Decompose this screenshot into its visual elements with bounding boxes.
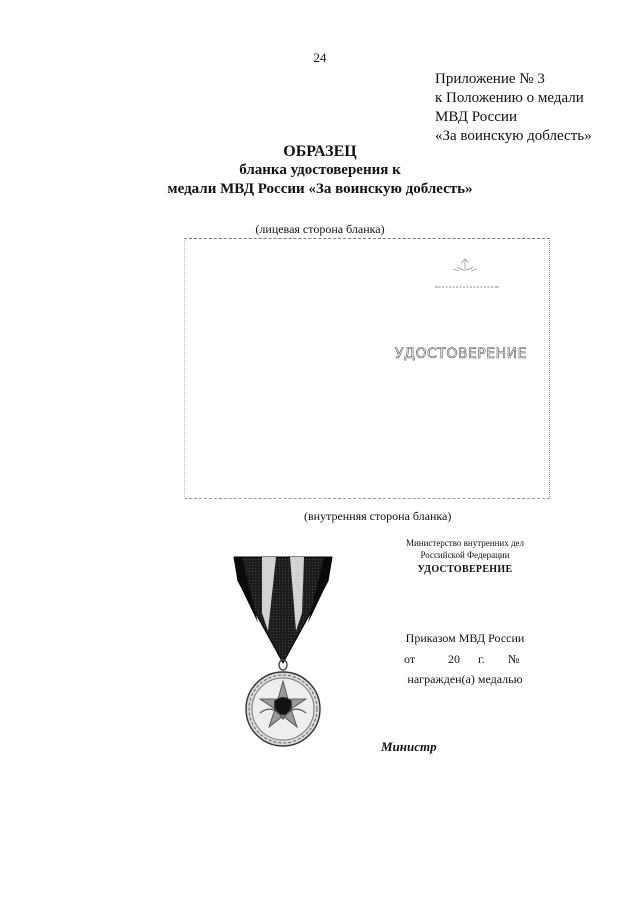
- minister-signature-label: Министр: [381, 739, 437, 754]
- ministry-line: Министерство внутренних дел: [405, 538, 525, 548]
- date-g: г.: [478, 652, 485, 666]
- appendix-line: МВД России: [435, 109, 517, 125]
- title-line: медали МВД России «За воинскую доблесть»: [167, 181, 473, 197]
- certificate-title: УДОСТОВЕРЕНИЕ: [417, 564, 513, 575]
- title-line: ОБРАЗЕЦ: [283, 143, 357, 160]
- appendix-line: Приложение № 3: [435, 71, 545, 87]
- title-line: бланка удостоверения к: [239, 162, 401, 178]
- front-side-caption: (лицевая сторона бланка): [255, 222, 385, 236]
- ministry-line: Российской Федерации: [420, 550, 510, 560]
- appendix-reference: [435, 70, 592, 146]
- eagle-emblem-icon: [431, 257, 503, 297]
- date-number: №: [508, 652, 520, 666]
- medal-icon: [228, 553, 338, 753]
- ministry-name: [380, 537, 550, 561]
- appendix-line: «За воинскую доблесть»: [435, 128, 592, 144]
- order-date-line: [404, 652, 544, 667]
- inner-side-caption: (внутренняя сторона бланка): [304, 509, 452, 523]
- order-line: Приказом МВД России: [405, 631, 525, 645]
- document-title: [0, 142, 640, 199]
- page-number: 24: [313, 50, 327, 65]
- date-year: 20: [448, 652, 460, 666]
- date-from: от: [404, 652, 416, 666]
- awarded-line: награжден(а) медалью: [407, 672, 523, 686]
- appendix-line: к Положению о медали: [435, 90, 584, 106]
- cover-title: УДОСТОВЕРЕНИЕ: [395, 346, 527, 362]
